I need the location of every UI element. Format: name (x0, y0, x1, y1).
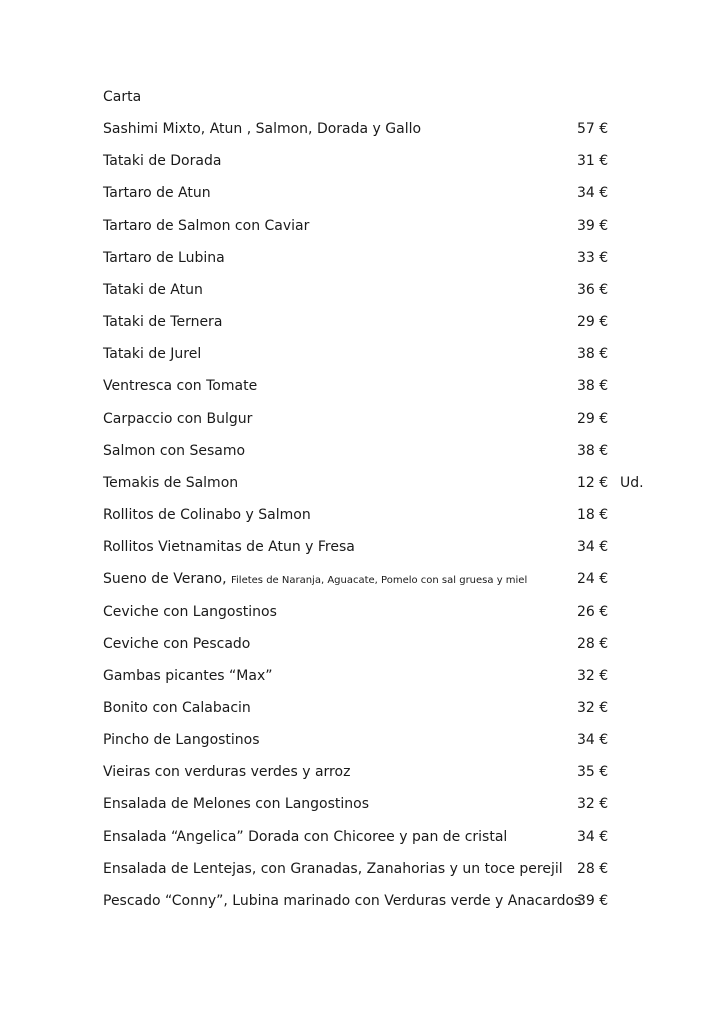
menu-item (103, 692, 703, 724)
menu-item-price: 29 € (577, 410, 609, 427)
dish-name: Sashimi Mixto, Atun , Salmon, Dorada y Gallo (103, 121, 422, 138)
menu-item (103, 756, 703, 788)
menu-item-name (103, 531, 355, 563)
menu-item (103, 563, 703, 595)
menu-item-name (103, 499, 311, 531)
menu-item-name (103, 724, 260, 756)
menu-title-row (103, 81, 703, 113)
dish-name: Pescado “Conny”, Lubina marinado con Verduras verde y Anacardos (103, 892, 582, 909)
menu-item (103, 274, 703, 306)
menu-item-price: 18 € (577, 507, 609, 524)
menu-item-price: 32 € (577, 667, 609, 684)
menu-item-name (103, 145, 221, 177)
menu-item (103, 531, 703, 563)
menu-item-name (103, 788, 369, 820)
menu-item (103, 724, 703, 756)
menu-item (103, 435, 703, 467)
menu-item (103, 885, 703, 917)
dish-name: Tataki de Dorada (103, 153, 222, 170)
menu-item-price: 12 € (577, 474, 609, 491)
menu-item-name (103, 338, 201, 370)
menu-item-name (103, 403, 252, 435)
menu-item (103, 821, 703, 853)
menu-item-name (103, 660, 273, 692)
menu-item-name (103, 756, 350, 788)
menu-item-unit: Ud. (620, 474, 644, 491)
menu-item (103, 113, 703, 145)
menu-item-price: 34 € (577, 732, 609, 749)
menu-item-price: 33 € (577, 249, 609, 266)
menu-item (103, 467, 703, 499)
menu-item (103, 788, 703, 820)
dish-name: Carpaccio con Bulgur (103, 410, 253, 427)
dish-name: Vieiras con verduras verdes y arroz (103, 764, 351, 781)
menu-item-name (103, 177, 211, 209)
menu-item-price: 31 € (577, 153, 609, 170)
dish-name: Tataki de Atun (103, 281, 203, 298)
menu-item-name (103, 274, 203, 306)
menu-item-price: 28 € (577, 860, 609, 877)
menu-item-name (103, 885, 581, 917)
menu-item (103, 853, 703, 885)
menu-item-price: 38 € (577, 346, 609, 363)
dish-name: Tartaro de Salmon con Caviar (103, 217, 310, 234)
dish-name: Tartaro de Lubina (103, 249, 225, 266)
menu-item-price: 38 € (577, 442, 609, 459)
menu-item (103, 499, 703, 531)
menu-item (103, 145, 703, 177)
menu-item (103, 210, 703, 242)
menu-item-price: 26 € (577, 603, 609, 620)
menu-item (103, 306, 703, 338)
dish-name: Temakis de Salmon (103, 474, 239, 491)
menu-item-name (103, 596, 277, 628)
menu-item (103, 403, 703, 435)
menu-item-name (103, 692, 251, 724)
menu-item-name (103, 242, 225, 274)
dish-description: Filetes de Naranja, Aguacate, Pomelo con sal gruesa y miel (231, 575, 528, 587)
menu-item-name (103, 821, 507, 853)
menu-item-price: 34 € (577, 185, 609, 202)
menu-item-price: 34 € (577, 828, 609, 845)
dish-name: Tataki de Ternera (103, 314, 223, 331)
menu-item (103, 370, 703, 402)
dish-name: Rollitos Vietnamitas de Atun y Fresa (103, 539, 355, 556)
dish-name: Ensalada de Melones con Langostinos (103, 796, 369, 813)
menu-item-price: 38 € (577, 378, 609, 395)
menu-item-name (103, 113, 421, 145)
menu-title: Carta (103, 89, 142, 105)
menu-item (103, 628, 703, 660)
menu-item-name (103, 853, 563, 885)
dish-name: Ensalada “Angelica” Dorada con Chicoree y pan de cristal (103, 828, 508, 845)
dish-name: Ventresca con Tomate (103, 378, 258, 395)
menu-item (103, 242, 703, 274)
menu-item-name (103, 370, 257, 402)
menu-item-price: 35 € (577, 764, 609, 781)
menu-item-name (103, 435, 245, 467)
dish-name: Bonito con Calabacin (103, 699, 251, 716)
menu-item-price: 36 € (577, 281, 609, 298)
dish-name: Tartaro de Atun (103, 185, 211, 202)
dish-name: Ceviche con Pescado (103, 635, 251, 652)
dish-name: Tataki de Jurel (103, 346, 202, 363)
menu-item-name (103, 467, 238, 499)
dish-name: Ensalada de Lentejas, con Granadas, Zanahorias y un toce perejil (103, 860, 563, 877)
menu-item-name (103, 210, 309, 242)
menu-item-name (103, 306, 222, 338)
menu (103, 81, 703, 917)
menu-item-price: 39 € (577, 217, 609, 234)
menu-item-price: 24 € (577, 571, 609, 588)
menu-item-price: 32 € (577, 796, 609, 813)
menu-item (103, 177, 703, 209)
menu-item-price: 32 € (577, 699, 609, 716)
dish-name: Gambas picantes “Max” (103, 667, 273, 684)
menu-item-price: 28 € (577, 635, 609, 652)
menu-item-price: 34 € (577, 539, 609, 556)
dish-name: Salmon con Sesamo (103, 442, 246, 459)
menu-item (103, 338, 703, 370)
menu-item-price: 39 € (577, 892, 609, 909)
menu-item (103, 660, 703, 692)
menu-item-name (103, 563, 527, 597)
dish-name: Ceviche con Langostinos (103, 603, 277, 620)
menu-item-name (103, 628, 250, 660)
dish-name: Pincho de Langostinos (103, 732, 260, 749)
dish-name: Sueno de Verano, (103, 571, 227, 588)
dish-name: Rollitos de Colinabo y Salmon (103, 507, 311, 524)
menu-item-price: 57 € (577, 121, 609, 138)
menu-item-price: 29 € (577, 314, 609, 331)
menu-item (103, 596, 703, 628)
